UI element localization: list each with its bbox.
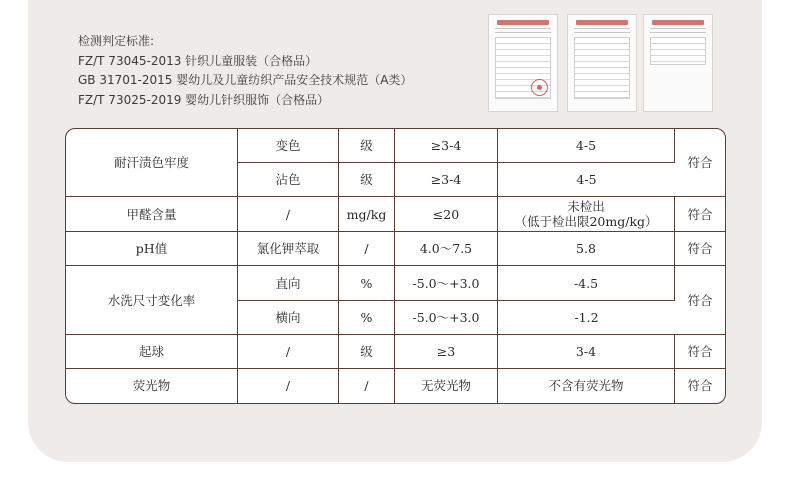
verdict-cell: 符合: [675, 197, 725, 232]
sub-item-cell: /: [238, 197, 339, 232]
requirement-cell: 4.0～7.5: [395, 232, 498, 266]
table-row: [66, 266, 725, 300]
table-row: [66, 129, 725, 163]
standards-block: [78, 32, 412, 110]
standards-heading: 检测判定标准:: [78, 34, 155, 48]
requirement-cell: ≤20: [395, 197, 498, 232]
result-note: （低于检出限20mg/kg）: [514, 214, 658, 230]
item-cell: 甲醛含量: [66, 197, 238, 232]
result-cell: 5.8: [498, 232, 675, 266]
table-row: [66, 197, 725, 232]
item-cell: 水洗尺寸变化率: [66, 266, 238, 334]
verdict-cell: 符合: [675, 266, 725, 334]
standard-line: GB 31701-2015 婴幼儿及儿童纺织产品安全技术规范（A类）: [78, 73, 413, 87]
report-page-thumbnail[interactable]: [643, 14, 713, 112]
sub-item-cell: /: [238, 335, 339, 369]
sub-item-cell: 沾色: [238, 163, 339, 197]
requirement-cell: -5.0～+3.0: [395, 266, 498, 300]
report-page-thumbnail[interactable]: [488, 14, 558, 112]
result-cell: 4-5: [498, 129, 675, 163]
requirement-cell: -5.0～+3.0: [395, 301, 498, 335]
table-row: [66, 335, 725, 369]
verdict-cell: 符合: [687, 378, 713, 394]
result-cell: -1.2: [498, 301, 675, 335]
unit-cell: /: [339, 232, 395, 266]
verdict-cell: 符合: [675, 129, 725, 197]
result-cell: 3-4: [498, 335, 675, 369]
standard-line: FZ/T 73025-2019 婴幼儿针织服饰（合格品）: [78, 92, 330, 107]
sub-item-cell: 氯化钾萃取: [238, 232, 339, 266]
unit-cell: 级: [339, 129, 395, 163]
report-page-thumbnail[interactable]: [567, 14, 637, 112]
item-cell: 荧光物: [66, 369, 238, 403]
result-cell: 不含有荧光物: [498, 369, 675, 403]
sub-item-cell: 变色: [238, 129, 339, 163]
unit-cell: %: [339, 266, 395, 300]
result-cell: [498, 197, 675, 232]
seal-stamp-icon: [531, 79, 548, 96]
unit-cell: %: [339, 301, 395, 335]
verdict-cell: 符合: [675, 335, 725, 369]
item-cell: 起球: [66, 335, 238, 369]
unit-cell: mg/kg: [339, 197, 395, 232]
sub-item-cell: 直向: [238, 266, 339, 300]
sub-item-cell: /: [238, 369, 339, 403]
standard-line: FZ/T 73045-2013 针织儿童服装（合格品）: [78, 53, 318, 68]
verdict-cell: 符合: [675, 232, 725, 266]
requirement-cell: ≥3-4: [395, 129, 498, 163]
unit-cell: 级: [339, 163, 395, 197]
requirement-cell: ≥3: [395, 335, 498, 369]
result-cell: -4.5: [498, 266, 675, 300]
unit-cell: 级: [339, 335, 395, 369]
table-row: [66, 232, 725, 266]
test-results-table: [65, 128, 726, 404]
sub-item-cell: 横向: [238, 301, 339, 335]
result-cell: 4-5: [498, 163, 675, 197]
unit-cell: /: [339, 369, 395, 403]
result-line: 未检出: [567, 199, 605, 215]
requirement-cell: ≥3-4: [395, 163, 498, 197]
requirement-cell: 无荧光物: [395, 369, 498, 403]
item-cell: pH值: [66, 232, 238, 266]
item-cell: 耐汗渍色牢度: [66, 129, 238, 197]
table-row: [66, 369, 725, 403]
